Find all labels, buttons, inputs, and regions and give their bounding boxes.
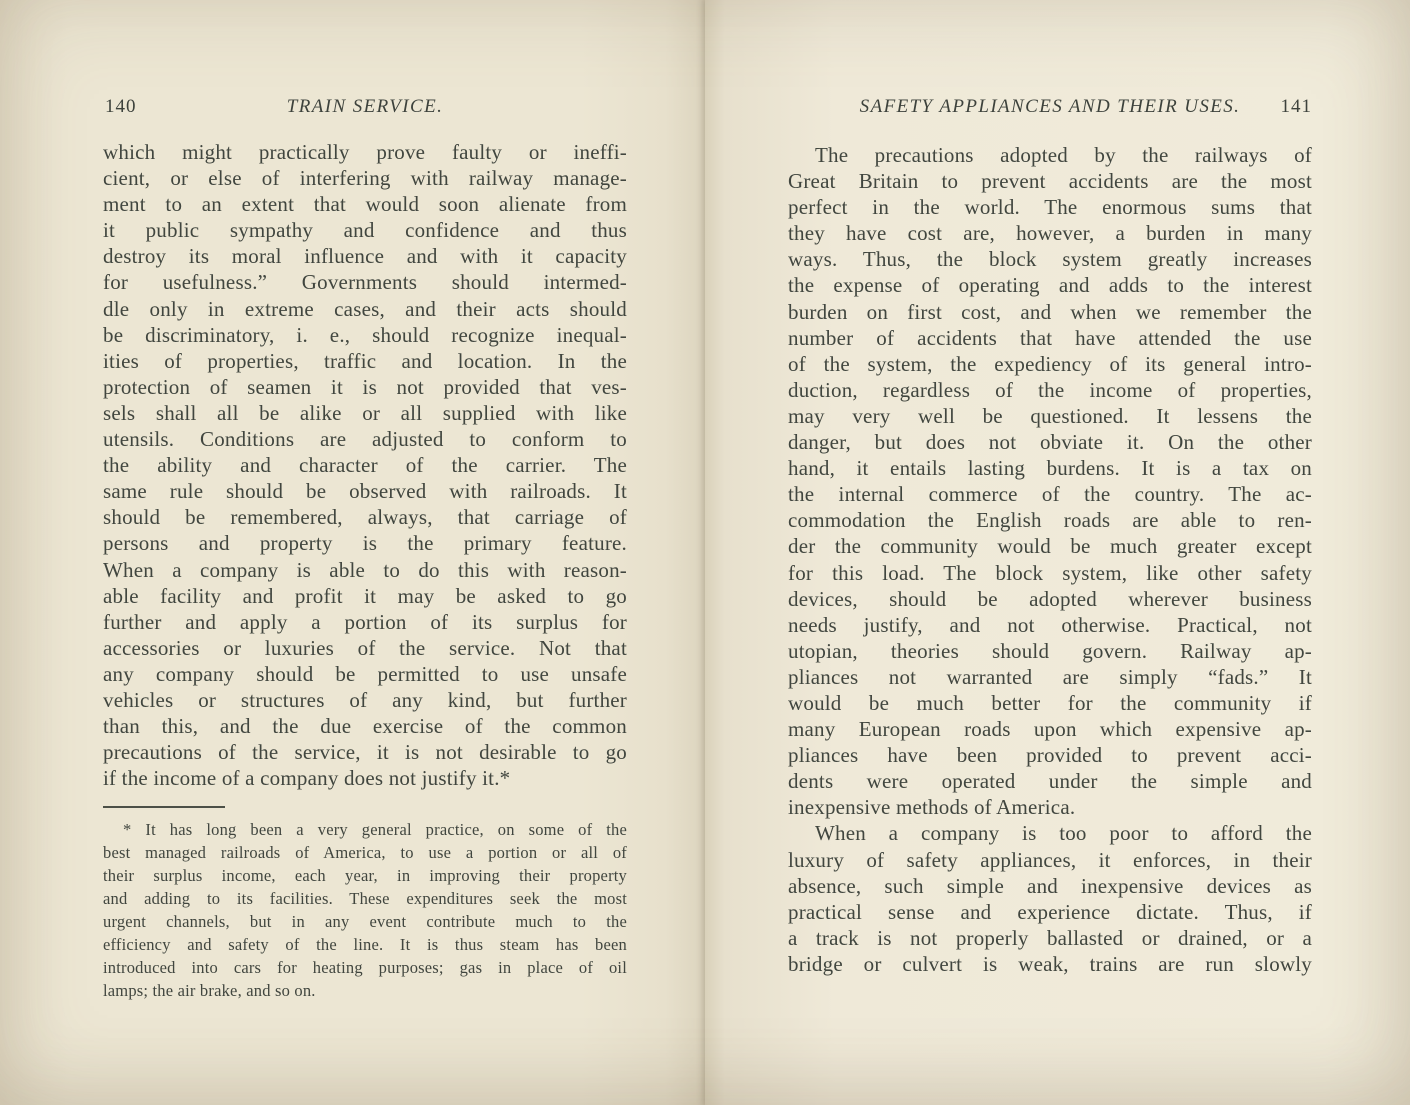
text-line: for this load. The block system, like other safety (788, 560, 1312, 585)
text-line: be discriminatory, i. e., should recognize inequal- (103, 322, 627, 347)
text-line: their surplus income, each year, in improving their property (103, 866, 627, 885)
text-line: inexpensive methods of America. (788, 795, 1076, 820)
text-line: efficiency and safety of the line. It is thus steam has been (103, 935, 627, 954)
text-line: best managed railroads of America, to use a portion or all of (103, 843, 627, 862)
text-line: for usefulness.” Governments should intermed- (103, 270, 627, 295)
text-line: ities of properties, traffic and location. In the (103, 348, 627, 373)
text-line: bridge or culvert is weak, trains are run slowly (788, 951, 1312, 976)
text-line: number of accidents that have attended the use (788, 325, 1312, 350)
text-line: a track is not properly ballasted or drained, or a (788, 925, 1312, 950)
running-head-left (103, 96, 627, 122)
text-line: When a company is too poor to afford the (815, 821, 1312, 846)
page-number-left: 140 (105, 96, 137, 117)
text-line: would be much better for the community if (788, 690, 1312, 715)
text-line: than this, and the due exercise of the common (103, 714, 627, 739)
text-line: lamps; the air brake, and so on. (103, 981, 316, 1000)
running-title-left: TRAIN SERVICE. (286, 96, 444, 117)
text-line: perfect in the world. The enormous sums that (788, 195, 1312, 220)
text-line: if the income of a company does not justify it.* (103, 766, 511, 791)
page-number-right: 141 (1280, 96, 1312, 117)
text-line: pliances have been provided to prevent acci- (788, 743, 1312, 768)
text-line: should be remembered, always, that carriage of (103, 505, 627, 530)
text-line: able facility and profit it may be asked to go (103, 583, 627, 608)
right-page-body-text (788, 142, 1312, 977)
text-line: practical sense and experience dictate. Thus, if (788, 899, 1312, 924)
text-line: destroy its moral influence and with it capacity (103, 244, 627, 269)
text-line: the internal commerce of the country. The ac- (788, 482, 1312, 507)
text-line: urgent channels, but in any event contribute much to the (103, 912, 627, 931)
text-line: absence, such simple and inexpensive devices as (788, 873, 1312, 898)
text-line: it public sympathy and confidence and thus (103, 218, 627, 243)
text-line: der the community would be much greater except (788, 534, 1312, 559)
text-line: accessories or luxuries of the service. Not that (103, 635, 627, 660)
text-line: * It has long been a very general practice, on some of the (123, 820, 627, 839)
text-line: dents were operated under the simple and (788, 769, 1312, 794)
text-line: luxury of safety appliances, it enforces, in their (788, 847, 1312, 872)
text-line: utensils. Conditions are adjusted to conform to (103, 427, 627, 452)
text-line: precautions of the service, it is not desirable to go (103, 740, 627, 765)
footnote-rule (103, 806, 225, 808)
text-line: duction, regardless of the income of properties, (788, 377, 1312, 402)
text-line: needs justify, and not otherwise. Practical, not (788, 612, 1312, 637)
text-line: ment to an extent that would soon alienate from (103, 192, 627, 217)
text-line: further and apply a portion of its surplus for (103, 609, 627, 634)
text-line: many European roads upon which expensive ap- (788, 717, 1312, 742)
text-line: any company should be permitted to use unsafe (103, 661, 627, 686)
text-line: persons and property is the primary feature. (103, 531, 627, 556)
text-line: ways. Thus, the block system greatly increases (788, 247, 1312, 272)
text-line: dle only in extreme cases, and their acts should (103, 296, 627, 321)
text-line: pliances not warranted are simply “fads.” It (788, 664, 1312, 689)
text-line: sels shall all be alike or all supplied with like (103, 400, 627, 425)
text-line: utopian, theories should govern. Railway ap- (788, 638, 1312, 663)
text-line: same rule should be observed with railroads. It (103, 479, 627, 504)
text-line: vehicles or structures of any kind, but further (103, 687, 627, 712)
text-line: of the system, the expediency of its general intro- (788, 351, 1312, 376)
text-line: Great Britain to prevent accidents are the most (788, 169, 1312, 194)
text-line: which might practically prove faulty or ineffi- (103, 140, 627, 164)
text-line: and adding to its facilities. These expenditures seek the most (103, 889, 627, 908)
running-title-right: SAFETY APPLIANCES AND THEIR USES. (859, 96, 1241, 117)
page-right (705, 0, 1410, 1105)
text-line: cient, or else of interfering with railway manage- (103, 166, 627, 191)
text-line: commodation the English roads are able to ren- (788, 508, 1312, 533)
text-line: the expense of operating and adds to the interest (788, 273, 1312, 298)
running-head-right (788, 96, 1312, 122)
text-line: introduced into cars for heating purposes; gas in place of oil (103, 958, 627, 977)
text-line: protection of seamen it is not provided that ves- (103, 374, 627, 399)
text-line: they have cost are, however, a burden in many (788, 221, 1312, 246)
text-line: burden on first cost, and when we remember the (788, 299, 1312, 324)
left-page-footnote-text (103, 818, 627, 1002)
text-line: danger, but does not obviate it. On the other (788, 430, 1312, 455)
text-line: The precautions adopted by the railways of (815, 143, 1312, 167)
text-line: When a company is able to do this with reason- (103, 557, 627, 582)
text-line: devices, should be adopted wherever business (788, 586, 1312, 611)
text-line: may very well be questioned. It lessens the (788, 403, 1312, 428)
text-line: hand, it entails lasting burdens. It is a tax on (788, 456, 1312, 481)
left-page-body-text (103, 139, 627, 791)
text-line: the ability and character of the carrier. The (103, 453, 627, 478)
